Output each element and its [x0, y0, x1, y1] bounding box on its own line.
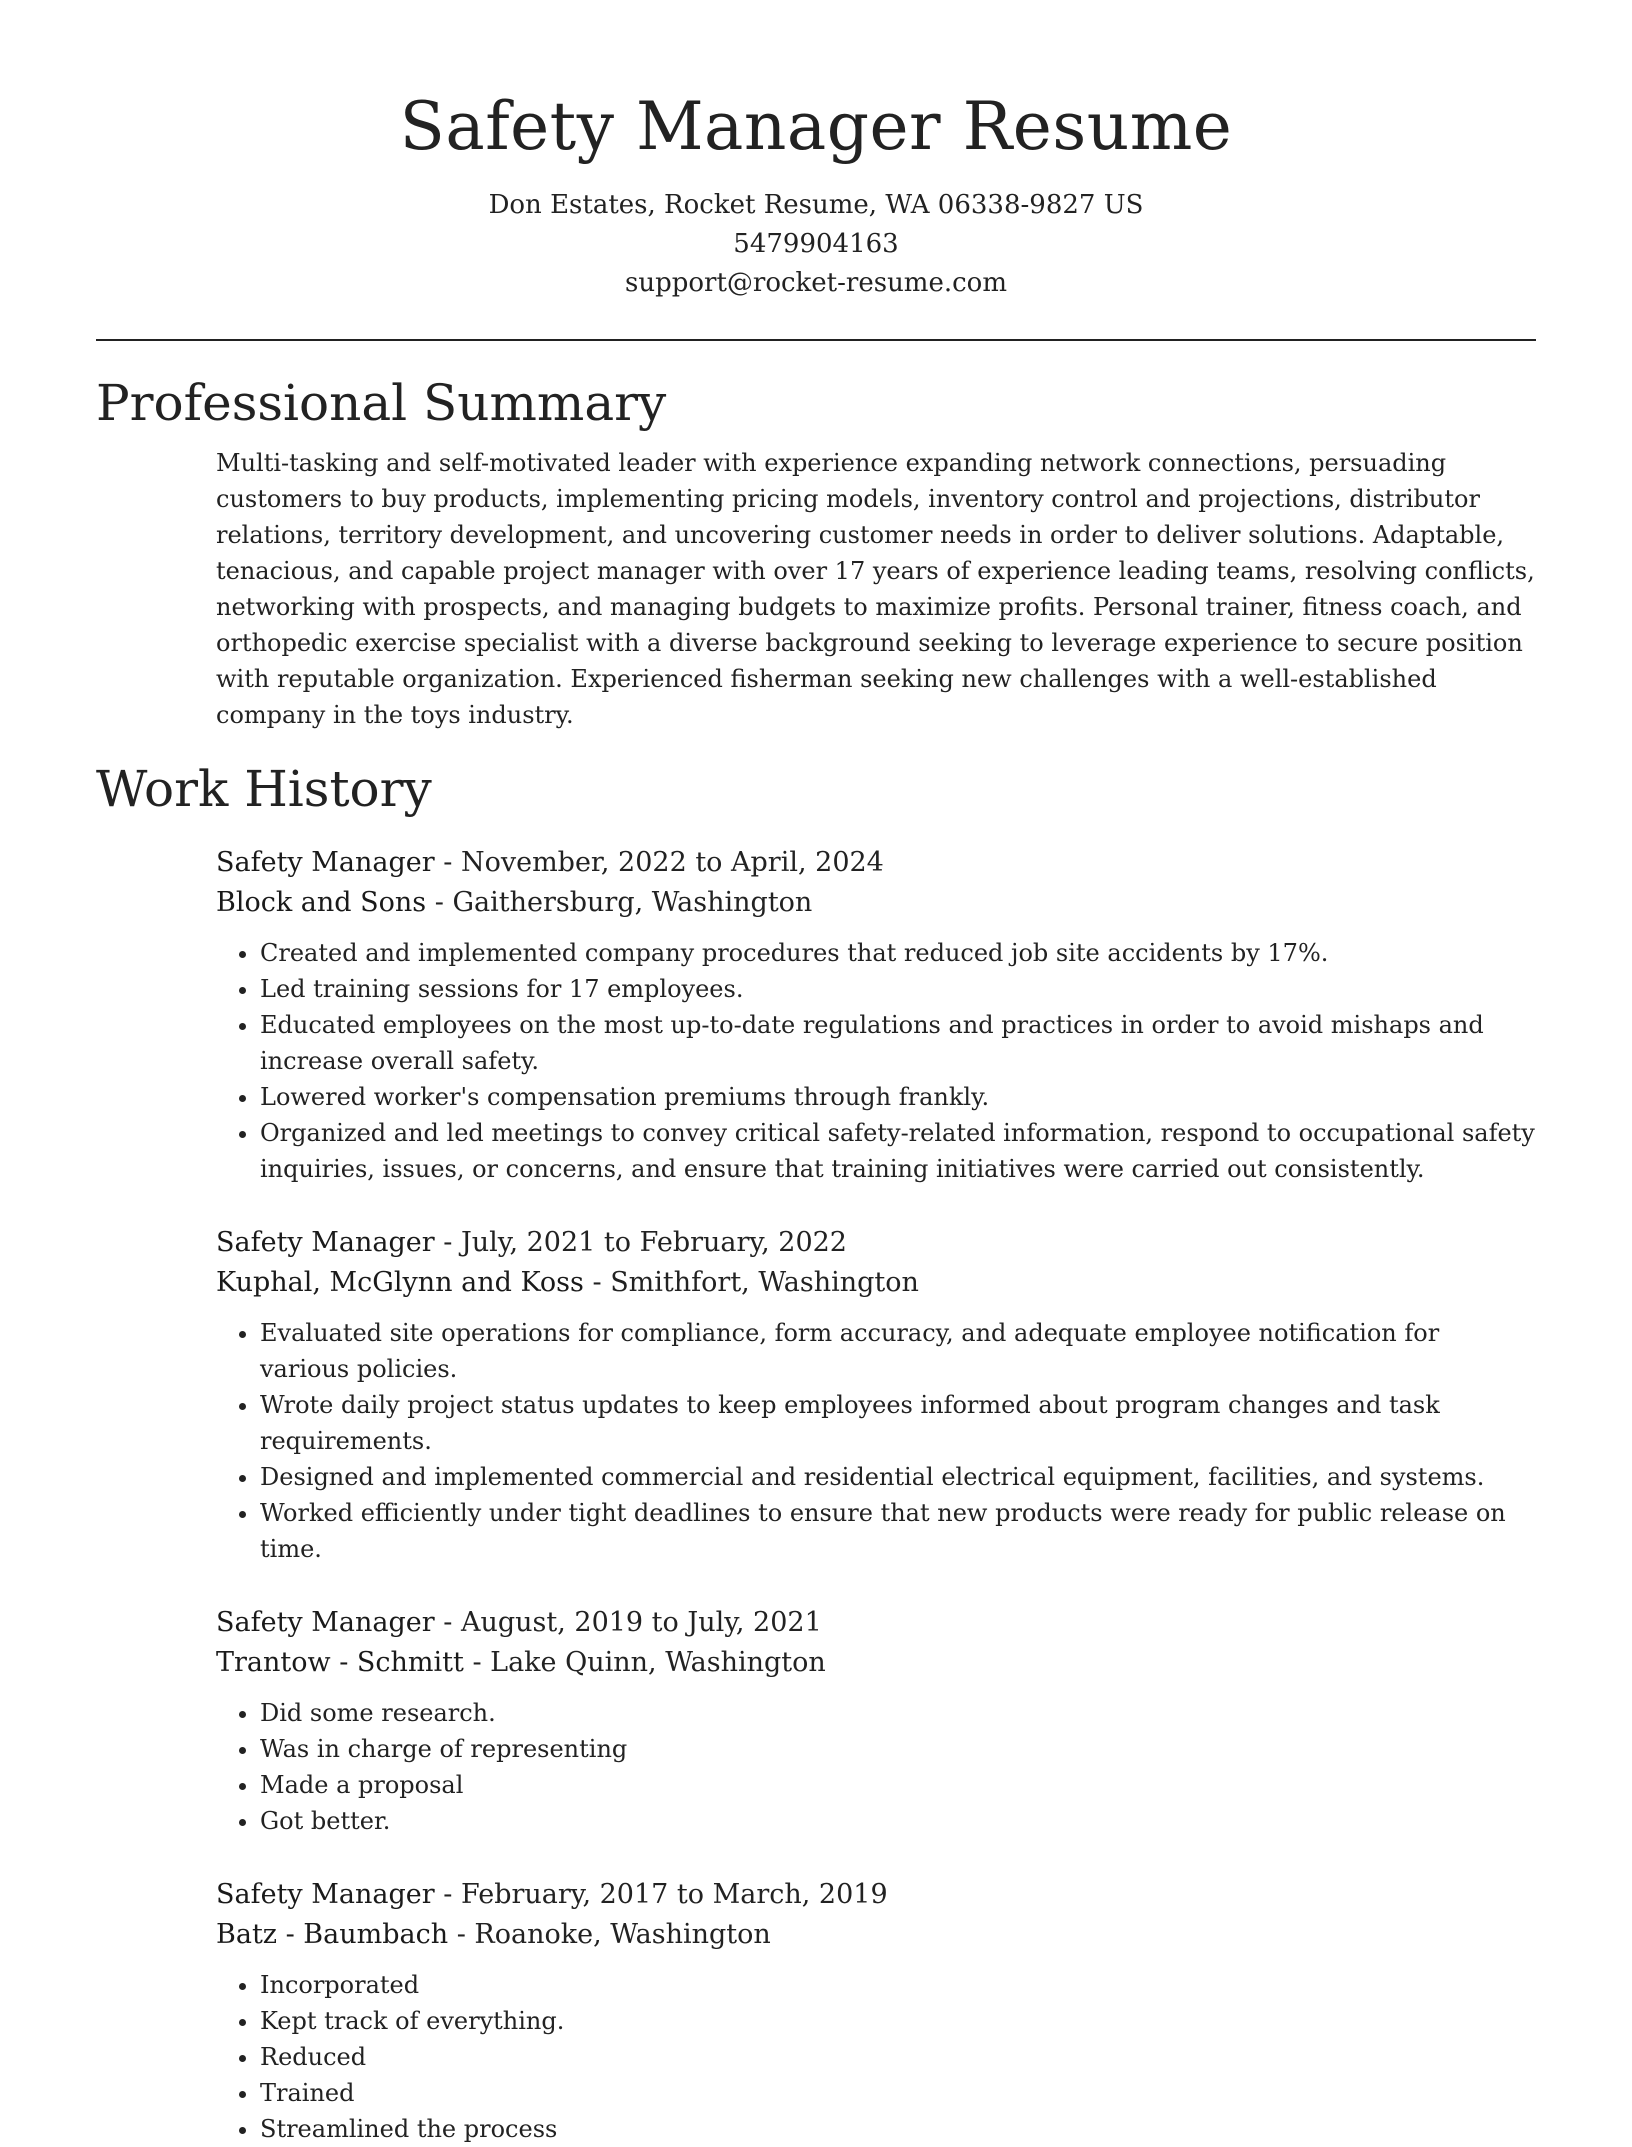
job-bullet-item: • Educated employees on the most up-to-date regulations and practices in order to avoid mishaps and increase overall safety.: [260, 1007, 1536, 1079]
job-company-line: Block and Sons - Gaithersburg, Washington: [216, 887, 813, 918]
job-location: Gaithersburg, Washington: [452, 887, 813, 918]
jobs-list: [216, 843, 1536, 2147]
job-bullet-item: • Did some research.: [260, 1695, 1536, 1731]
job-entry: [216, 1875, 1536, 2147]
job-title-line: Safety Manager - August, 2019 to July, 2021: [216, 1607, 822, 1638]
job-bullet-item: • Got better.: [260, 1803, 1536, 1839]
job-bullet-item: • Was in charge of representing: [260, 1731, 1536, 1767]
job-company: Batz - Baumbach: [216, 1919, 449, 1950]
job-bullet-item: • Streamlined the process: [260, 2111, 1536, 2147]
professional-summary-section: [96, 371, 1536, 733]
job-dates: February, 2017 to March, 2019: [460, 1879, 888, 1910]
job-title-line: Safety Manager - July, 2021 to February, 2022: [216, 1227, 847, 1258]
job-title: Safety Manager: [216, 1227, 435, 1258]
contact-block: [0, 186, 1632, 303]
contact-address: Don Estates, Rocket Resume, WA 06338-9827 US: [488, 190, 1144, 220]
job-bullet-item: • Evaluated site operations for compliance, form accuracy, and adequate employee notification for various policies.: [260, 1315, 1536, 1387]
header-divider: [96, 339, 1536, 341]
job-bullet-item: • Kept track of everything.: [260, 2003, 1536, 2039]
job-bullets: [216, 935, 1536, 1187]
job-title: Safety Manager: [216, 847, 435, 878]
job-bullets: [216, 1695, 1536, 1839]
job-title: Safety Manager: [216, 1607, 435, 1638]
summary-heading: Professional Summary: [96, 374, 667, 432]
job-location: Roanoke, Washington: [474, 1919, 771, 1950]
resume-title: Safety Manager Resume: [399, 88, 1233, 165]
job-bullets: [216, 1315, 1536, 1567]
job-bullet-item: • Wrote daily project status updates to keep employees informed about program changes and task requirements.: [260, 1387, 1536, 1459]
job-dates: November, 2022 to April, 2024: [460, 847, 884, 878]
job-company-line: Batz - Baumbach - Roanoke, Washington: [216, 1919, 771, 1950]
contact-email: support@rocket-resume.com: [624, 268, 1007, 298]
job-company: Block and Sons: [216, 887, 427, 918]
job-company-line: Trantow - Schmitt - Lake Quinn, Washington: [216, 1647, 826, 1678]
job-bullet-item: • Lowered worker's compensation premiums through frankly.: [260, 1079, 1536, 1115]
summary-text: Multi-tasking and self-motivated leader with experience expanding network connections, persuading customers to buy products, implementing pricing models, inventory control and projections, distributor relations, territory development, and uncovering customer needs in order to deliver solutions. Adaptable, tenacious, and capable project manager with over 17 years of experience leading teams, resolving conflicts, networking with prospects, and managing budgets to maximize profits. Personal trainer, fitness coach, and orthopedic exercise specialist with a diverse background seeking to leverage experience to secure position with reputable organization. Experienced fisherman seeking new challenges with a well-established company in the toys industry.: [216, 449, 1535, 729]
job-entry: [216, 843, 1536, 1187]
job-company-line: Kuphal, McGlynn and Koss - Smithfort, Washington: [216, 1267, 919, 1298]
work-history-section: [96, 757, 1536, 2147]
job-bullet-item: • Designed and implemented commercial and residential electrical equipment, facilities, and systems.: [260, 1459, 1536, 1495]
job-entry: [216, 1223, 1536, 1567]
job-dates: August, 2019 to July, 2021: [460, 1607, 822, 1638]
job-bullet-item: • Made a proposal: [260, 1767, 1536, 1803]
job-location: Lake Quinn, Washington: [490, 1647, 826, 1678]
contact-phone: 5479904163: [733, 229, 899, 259]
work-history-heading: Work History: [96, 760, 432, 818]
job-title-line: Safety Manager - February, 2017 to March, 2019: [216, 1879, 888, 1910]
job-bullet-item: • Organized and led meetings to convey critical safety-related information, respond to occupational safety inquiries, issues, or concerns, and ensure that training initiatives were carried out consistently.: [260, 1115, 1536, 1187]
job-bullet-item: • Worked efficiently under tight deadlines to ensure that new products were ready for public release on time.: [260, 1495, 1536, 1567]
job-bullets: [216, 1967, 1536, 2147]
job-bullet-item: • Reduced: [260, 2039, 1536, 2075]
job-bullet-item: • Created and implemented company procedures that reduced job site accidents by 17%.: [260, 935, 1536, 971]
job-company: Trantow - Schmitt: [216, 1647, 464, 1678]
job-company: Kuphal, McGlynn and Koss: [216, 1267, 584, 1298]
job-bullet-item: • Led training sessions for 17 employees.: [260, 971, 1536, 1007]
job-title-line: Safety Manager - November, 2022 to April, 2024: [216, 847, 884, 878]
job-bullet-item: • Incorporated: [260, 1967, 1536, 2003]
job-dates: July, 2021 to February, 2022: [460, 1227, 847, 1258]
job-bullet-item: • Trained: [260, 2075, 1536, 2111]
resume-header: [0, 0, 1632, 303]
job-title: Safety Manager: [216, 1879, 435, 1910]
job-entry: [216, 1603, 1536, 1839]
job-location: Smithfort, Washington: [610, 1267, 919, 1298]
